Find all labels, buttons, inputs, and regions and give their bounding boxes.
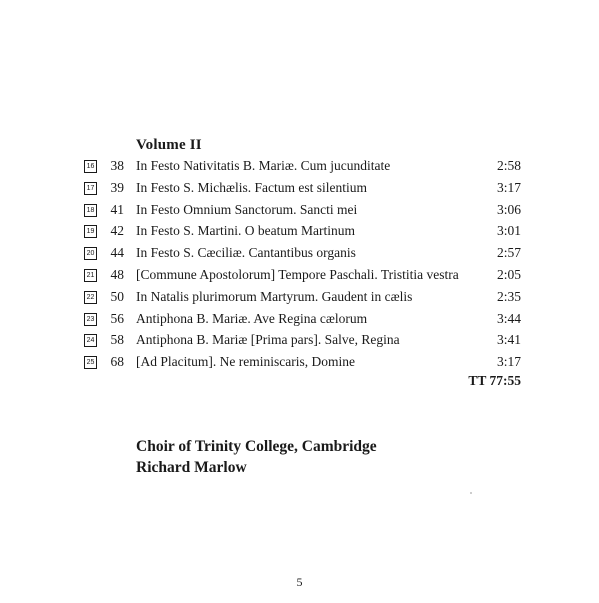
track-title: Antiphona B. Mariæ [Prima pars]. Salve, Regina xyxy=(136,332,400,348)
track-title: [Ad Placitum]. Ne reminiscaris, Domine xyxy=(136,354,355,370)
track-title: In Festo S. Michælis. Factum est silentium xyxy=(136,179,368,195)
track-row xyxy=(84,286,521,308)
page-reference: 56 xyxy=(110,310,124,326)
track-title: In Festo S. Martini. O beatum Martinum xyxy=(136,223,355,239)
track-title: In Festo S. Cæciliæ. Cantantibus organis xyxy=(136,245,356,261)
page-reference: 58 xyxy=(110,332,124,348)
track-duration: 2:57 xyxy=(496,245,521,261)
page-reference: 41 xyxy=(110,201,124,217)
track-number-box: 20 xyxy=(84,247,97,260)
choir-name: Choir of Trinity College, Cambridge xyxy=(136,438,377,455)
volume-title: Volume II xyxy=(136,137,202,153)
track-duration: 3:06 xyxy=(496,201,521,217)
page-reference: 42 xyxy=(110,223,124,239)
page-reference: 68 xyxy=(110,354,124,370)
track-number-box: 21 xyxy=(84,269,97,282)
page-reference: 38 xyxy=(110,158,124,173)
track-row xyxy=(84,155,521,177)
track-row xyxy=(84,308,521,330)
page-reference: 48 xyxy=(110,266,124,282)
track-duration: 3:01 xyxy=(496,223,521,239)
track-row xyxy=(84,329,521,351)
track-number-box: 24 xyxy=(84,334,97,347)
track-number-box: 19 xyxy=(84,225,97,238)
track-row xyxy=(84,242,521,264)
track-number-box: 16 xyxy=(84,160,97,173)
track-duration: 2:05 xyxy=(496,266,521,282)
page-number: 5 xyxy=(296,575,303,589)
track-duration: 2:58 xyxy=(496,158,521,173)
page-reference: 39 xyxy=(110,179,124,195)
total-time: TT 77:55 xyxy=(468,373,521,388)
track-title: In Festo Nativitatis B. Mariæ. Cum jucunditate xyxy=(136,158,391,173)
track-row xyxy=(84,177,521,199)
speck xyxy=(470,492,472,494)
track-row xyxy=(84,351,521,373)
track-number-box: 22 xyxy=(84,291,97,304)
track-number-box: 18 xyxy=(84,204,97,217)
track-row xyxy=(84,264,521,286)
conductor-name: Richard Marlow xyxy=(136,459,247,476)
track-duration: 2:35 xyxy=(496,288,521,304)
track-duration: 3:44 xyxy=(496,310,521,326)
track-number-box: 23 xyxy=(84,313,97,326)
track-title: In Natalis plurimorum Martyrum. Gaudent in cælis xyxy=(136,288,413,304)
page-reference: 50 xyxy=(110,288,124,304)
page-reference: 44 xyxy=(110,245,124,261)
track-duration: 3:17 xyxy=(496,179,521,195)
track-title: In Festo Omnium Sanctorum. Sancti mei xyxy=(136,201,358,217)
track-number-box: 17 xyxy=(84,182,97,195)
track-title: [Commune Apostolorum] Tempore Paschali. Tristitia vestra xyxy=(136,266,459,282)
credits xyxy=(136,436,377,478)
track-row xyxy=(84,220,521,242)
track-row xyxy=(84,199,521,221)
track-duration: 3:17 xyxy=(496,354,521,370)
tracklist xyxy=(84,155,521,373)
track-duration: 3:41 xyxy=(496,332,521,348)
track-title: Antiphona B. Mariæ. Ave Regina cælorum xyxy=(136,310,368,326)
track-number-box: 25 xyxy=(84,356,97,369)
